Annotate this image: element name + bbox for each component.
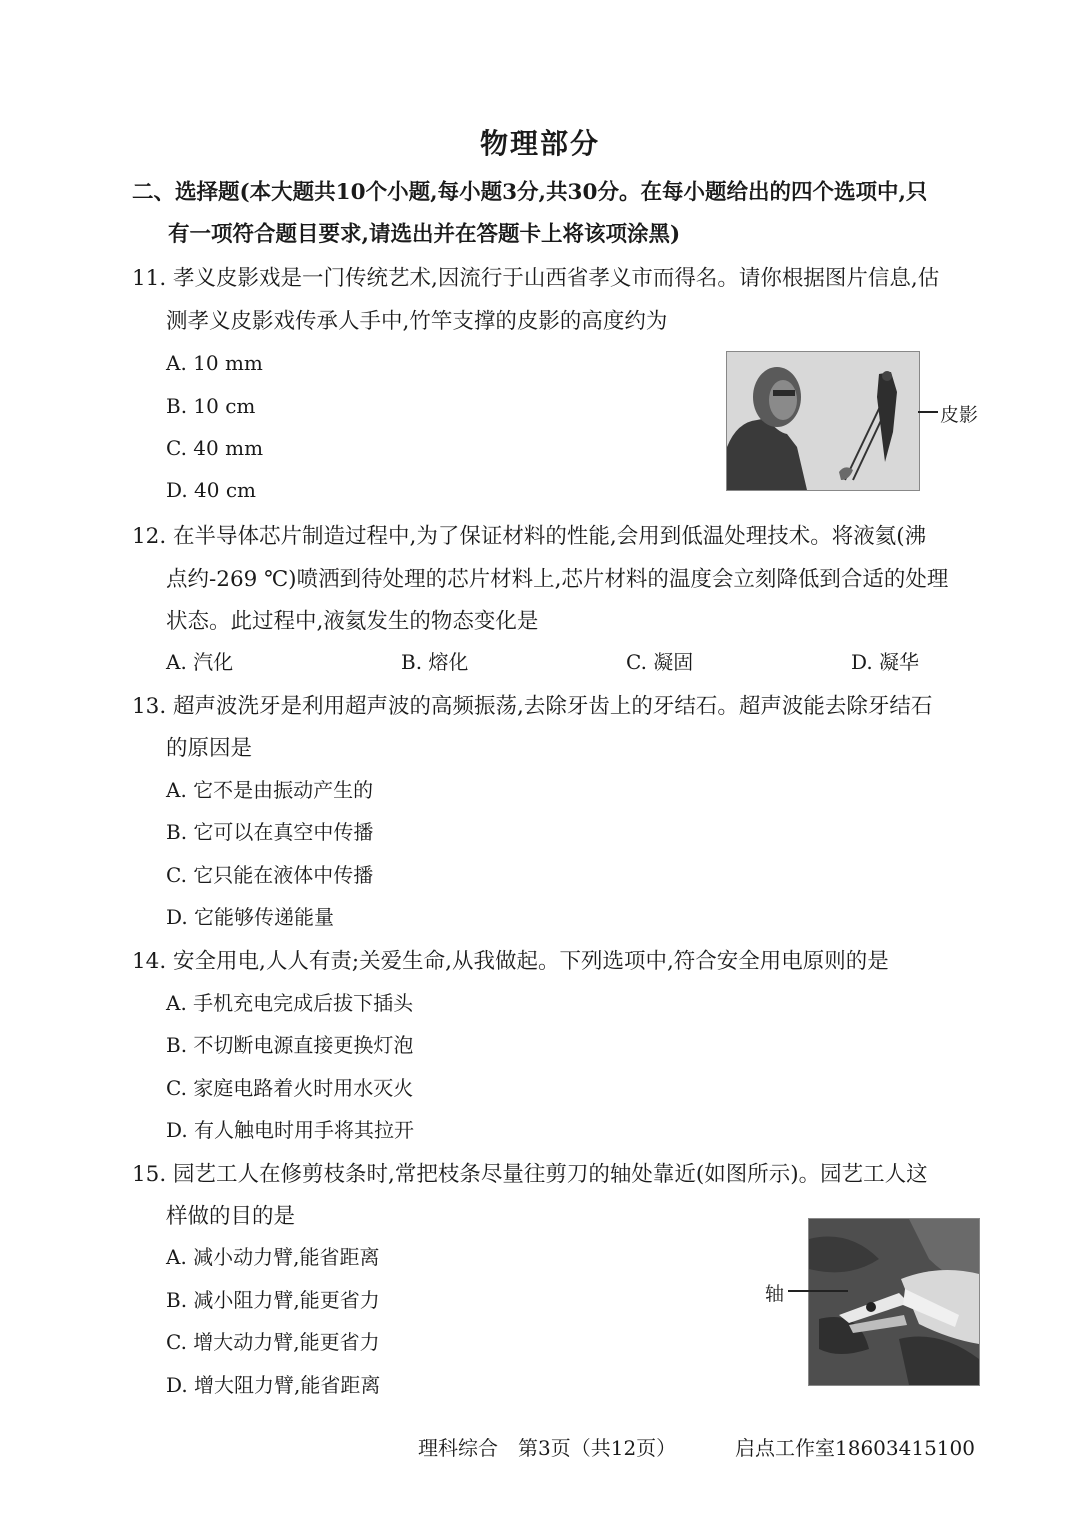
- q14-option-a: A. 手机充电完成后拔下插头: [166, 991, 414, 1015]
- q11-stem-line-1: 11. 孝义皮影戏是一门传统艺术,因流行于山西省孝义市而得名。请你根据图片信息,估: [132, 266, 940, 291]
- q13-stem-line-1: 13. 超声波洗牙是利用超声波的高频振荡,去除牙齿上的牙结石。超声波能去除牙结石: [132, 694, 933, 719]
- q13-option-d: D. 它能够传递能量: [166, 905, 335, 929]
- q12-stem-line-3: 状态。此过程中,液氦发生的物态变化是: [166, 609, 539, 634]
- puppet-leader-line: [918, 411, 938, 413]
- q12-option-c: C. 凝固: [626, 650, 694, 674]
- q14-option-d: D. 有人触电时用手将其拉开: [166, 1118, 415, 1142]
- q11-stem-line-2: 测孝义皮影戏传承人手中,竹竿支撑的皮影的高度约为: [166, 309, 668, 334]
- q12-option-d: D. 凝华: [851, 650, 920, 674]
- q11-option-c: C. 40 mm: [166, 436, 264, 460]
- instructions-line-1: 二、选择题(本大题共10个小题,每小题3分,共30分。在每小题给出的四个选项中,只: [132, 180, 928, 205]
- q11-option-b: B. 10 cm: [166, 394, 256, 418]
- q12-option-b: B. 熔化: [401, 650, 469, 674]
- q13-stem-line-2: 的原因是: [166, 736, 253, 761]
- q15-option-b: B. 减小阻力臂,能更省力: [166, 1288, 380, 1312]
- footer-page-info: 理科综合 第3页（共12页）: [418, 1436, 677, 1460]
- q14-option-c: C. 家庭电路着火时用水灭火: [166, 1076, 414, 1100]
- q13-option-a: A. 它不是由振动产生的: [166, 778, 374, 802]
- instructions-line-2: 有一项符合题目要求,请选出并在答题卡上将该项涂黑): [168, 222, 681, 247]
- pruning-shears-photo: [808, 1218, 980, 1386]
- section-title: 物理部分: [479, 127, 600, 160]
- q11-option-a: A. 10 mm: [166, 351, 263, 375]
- q14-stem-line-1: 14. 安全用电,人人有责;关爱生命,从我做起。下列选项中,符合安全用电原则的是: [132, 949, 889, 974]
- q12-stem-line-2: 点约-269 ℃)喷洒到待处理的芯片材料上,芯片材料的温度会立刻降低到合适的处理: [166, 567, 949, 592]
- axle-figure-label: 轴: [765, 1283, 785, 1305]
- q15-stem-line-2: 样做的目的是: [166, 1204, 296, 1229]
- puppet-figure-label: 皮影: [940, 404, 979, 426]
- q11-option-d: D. 40 cm: [166, 478, 257, 502]
- choice-instructions: [132, 172, 982, 256]
- axle-leader-line: [788, 1290, 848, 1292]
- q15-option-c: C. 增大动力臂,能更省力: [166, 1330, 380, 1354]
- shadow-puppet-photo: [726, 351, 920, 491]
- q12-stem-line-1: 12. 在半导体芯片制造过程中,为了保证材料的性能,会用到低温处理技术。将液氦(沸: [132, 524, 927, 549]
- q14-option-b: B. 不切断电源直接更换灯泡: [166, 1033, 414, 1057]
- q13-option-c: C. 它只能在液体中传播: [166, 863, 374, 887]
- q15-option-d: D. 增大阻力臂,能省距离: [166, 1373, 381, 1397]
- q15-option-a: A. 减小动力臂,能省距离: [166, 1245, 380, 1269]
- q15-stem-line-1: 15. 园艺工人在修剪枝条时,常把枝条尽量往剪刀的轴处靠近(如图所示)。园艺工人这: [132, 1162, 928, 1187]
- q12-option-a: A. 汽化: [166, 650, 234, 674]
- q13-option-b: B. 它可以在真空中传播: [166, 820, 374, 844]
- footer-studio: 启点工作室18603415100: [735, 1436, 975, 1460]
